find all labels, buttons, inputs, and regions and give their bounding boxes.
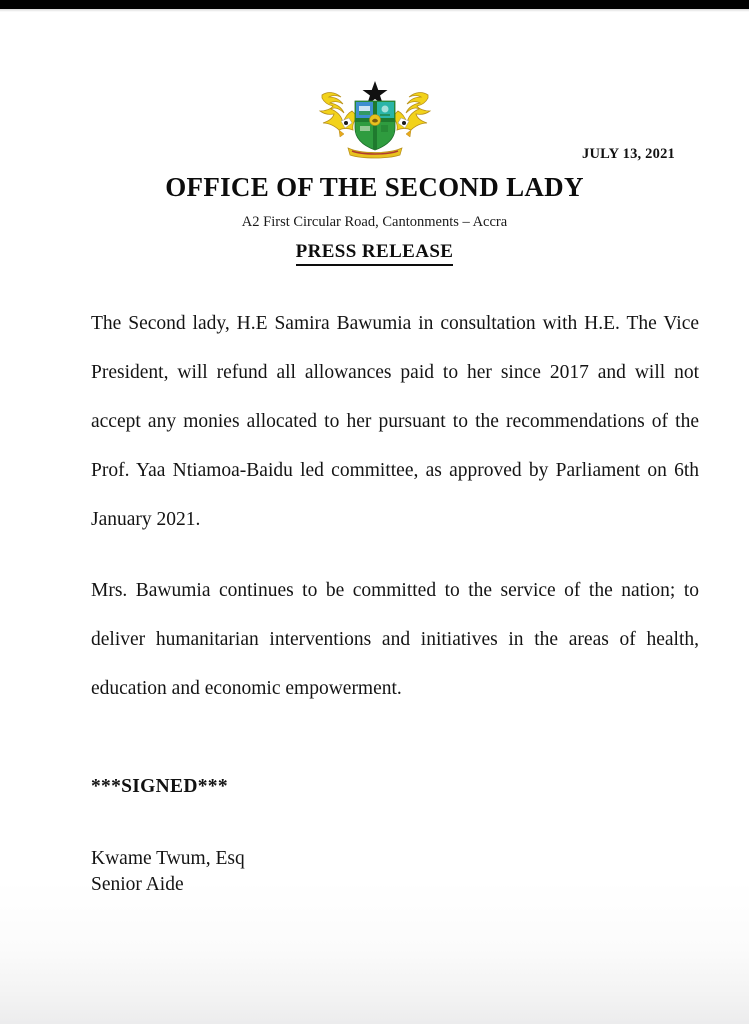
- top-black-band: [0, 0, 749, 9]
- signer-role: Senior Aide: [91, 874, 184, 895]
- document-kind-container: [0, 241, 749, 266]
- body-paragraph-2: Mrs. Bawumia continues to be committed to the service of the nation; to deliver humanitarian interventions and initiatives in the areas of health, education and economic empowerment.: [91, 580, 699, 699]
- document-kind-heading: PRESS RELEASE: [296, 241, 454, 266]
- signature-block: [91, 776, 491, 898]
- page-title: OFFICE OF THE SECOND LADY: [165, 172, 584, 202]
- signed-marker: ***SIGNED***: [91, 776, 228, 797]
- release-body: [91, 299, 699, 713]
- signer-name: Kwame Twum, Esq: [91, 848, 245, 869]
- body-paragraph-1: The Second lady, H.E Samira Bawumia in consultation with H.E. The Vice President, will refund all allowances paid to her since 2017 and will not accept any monies allocated to her pursuant to the recommendations of the Prof. Yaa Ntiamoa-Baidu led committee, as approved by Parliament on 6th January 2021.: [91, 313, 699, 530]
- top-band-shadow: [0, 9, 749, 12]
- release-date: JULY 13, 2021: [582, 146, 675, 162]
- office-address: A2 First Circular Road, Cantonments – Accra: [241, 214, 508, 230]
